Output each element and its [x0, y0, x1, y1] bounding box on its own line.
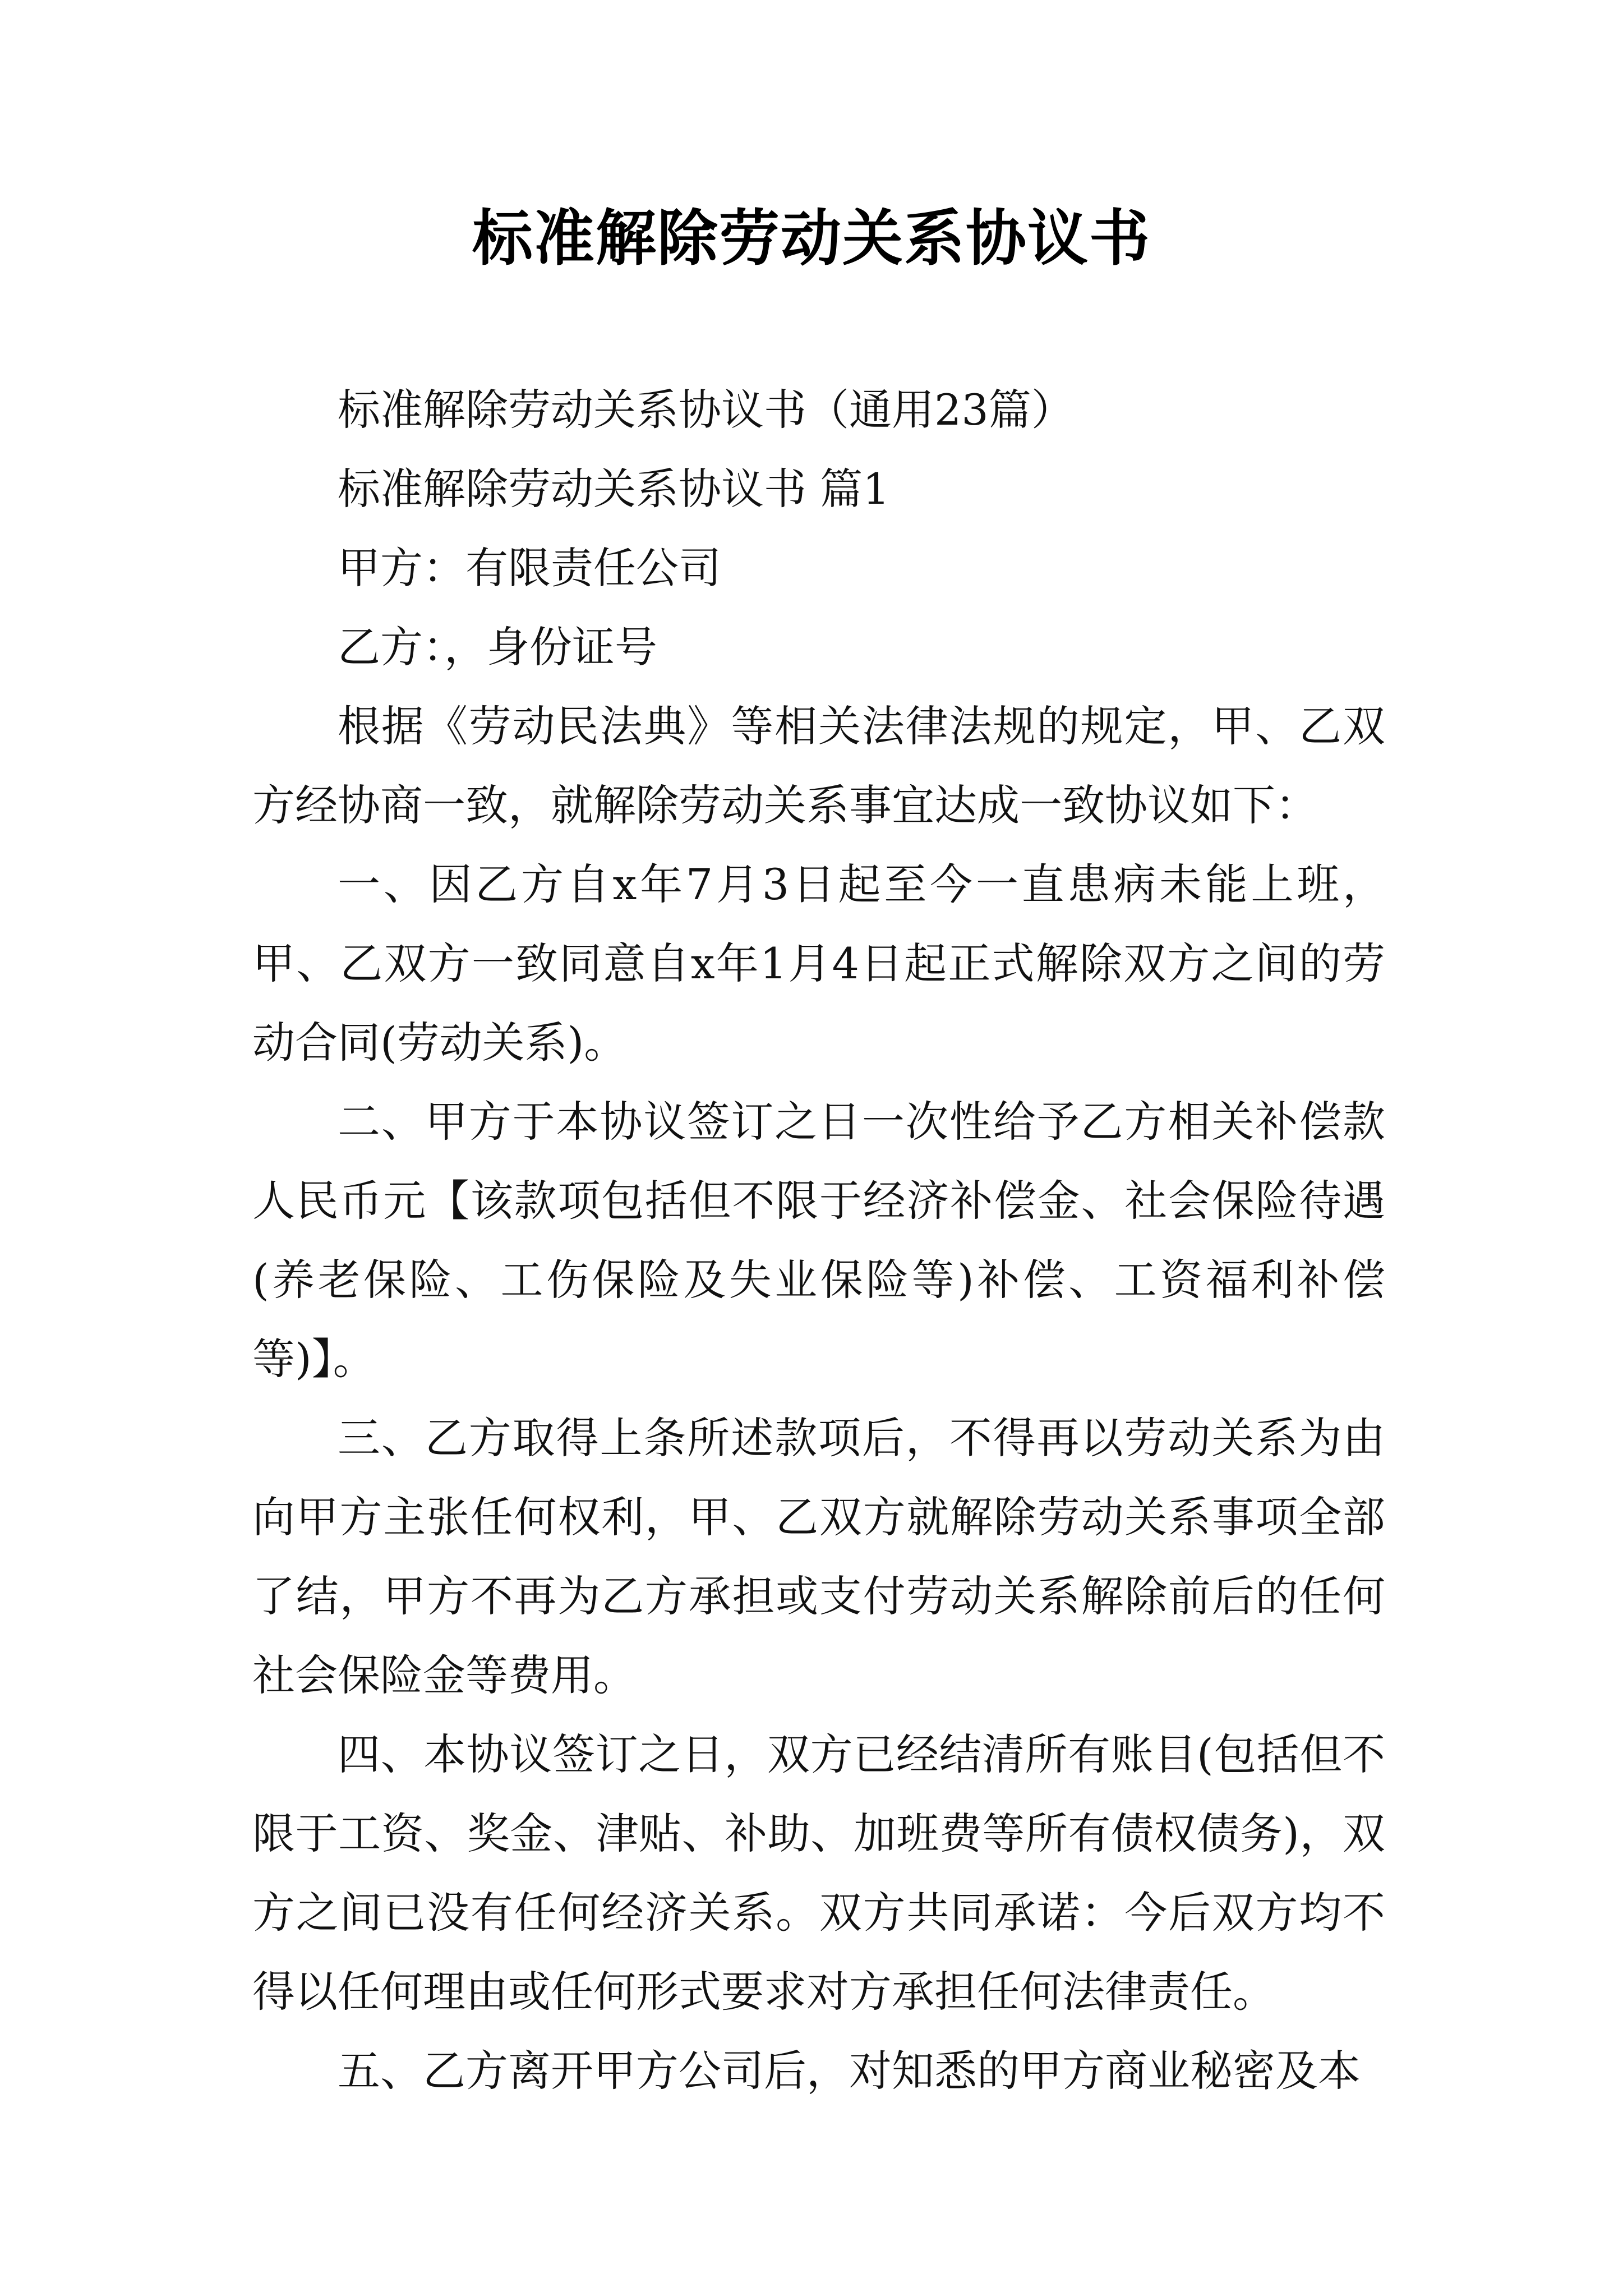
document-body — [252, 370, 1385, 2110]
preamble-paragraph: 根据《劳动民法典》等相关法律法规的规定，甲、乙双方经协商一致，就解除劳动关系事宜达成一致协议如下： — [252, 701, 1385, 830]
party-a-paragraph: 甲方：有限责任公司 — [338, 543, 721, 593]
clause-4-paragraph: 四、本协议签订之日，双方已经结清所有账目(包括但不限于工资、奖金、津贴、补助、加班费等所有债权债务)，双方之间已没有任何经济关系。双方共同承诺：今后双方均不得以任何理由或任何形式要求对方承担任何法律责任。 — [252, 1729, 1385, 2017]
clause-1-paragraph: 一、因乙方自x年7月3日起至今一直患病未能上班，甲、乙双方一致同意自x年1月4日起正式解除双方之间的劳动合同(劳动关系)。 — [252, 859, 1385, 1068]
clause-3-paragraph: 三、乙方取得上条所述款项后，不得再以劳动关系为由向甲方主张任何权利，甲、乙双方就解除劳动关系事项全部了结，甲方不再为乙方承担或支付劳动关系解除前后的任何社会保险金等费用。 — [252, 1413, 1385, 1700]
clause-5-paragraph: 五、乙方离开甲方公司后，对知悉的甲方商业秘密及本 — [338, 2046, 1361, 2096]
party-b-paragraph: 乙方：，身份证号 — [338, 622, 657, 672]
clause-2-paragraph: 二、甲方于本协议签订之日一次性给予乙方相关补偿款人民币元【该款项包括但不限于经济补偿金、社会保险待遇(养老保险、工伤保险及失业保险等)补偿、工资福利补偿等)】。 — [252, 1097, 1385, 1384]
subtitle-paragraph: 标准解除劳动关系协议书（通用23篇） — [338, 385, 1074, 435]
document-title: 标准解除劳动关系协议书 — [472, 203, 1151, 274]
section-heading-paragraph: 标准解除劳动关系协议书 篇1 — [338, 464, 890, 514]
